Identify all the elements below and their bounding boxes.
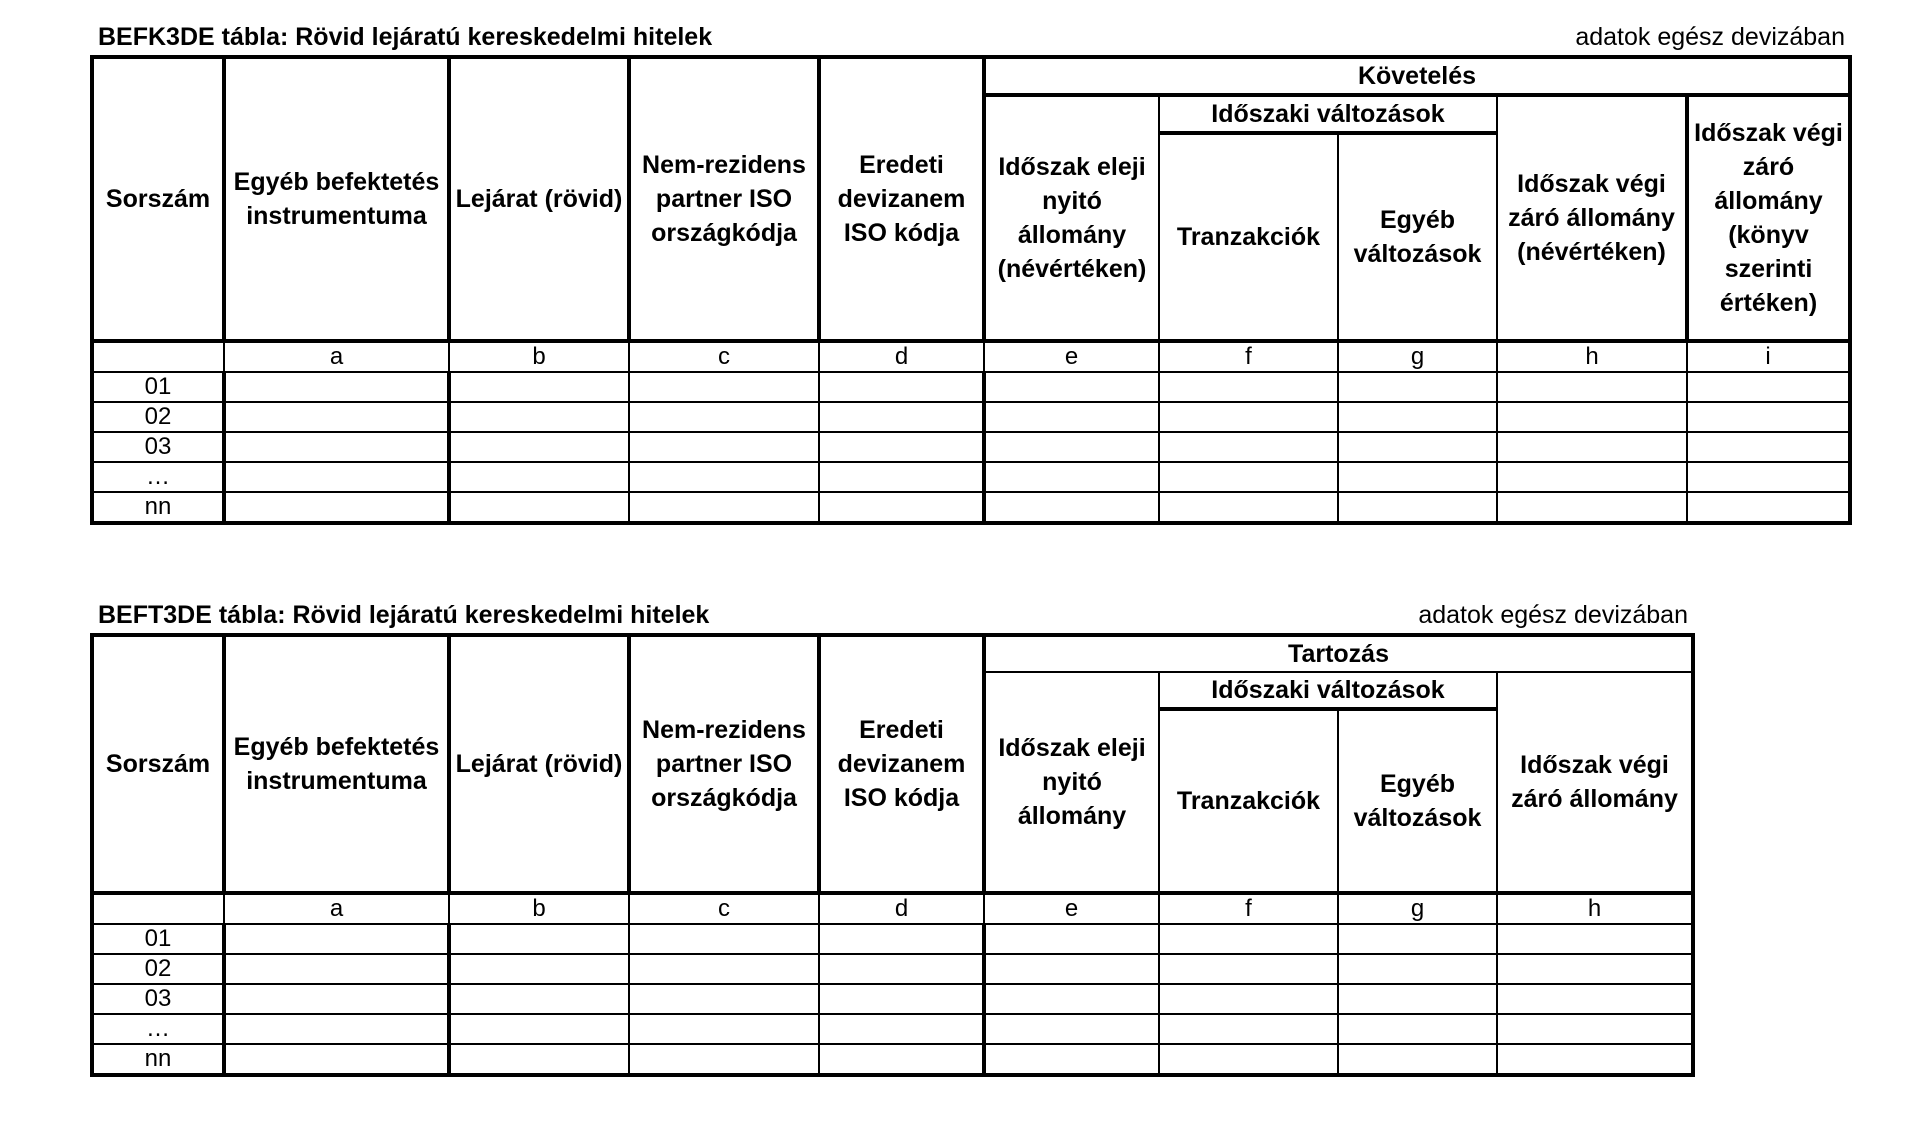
letter-cell: i — [1687, 341, 1850, 372]
data-cell[interactable] — [819, 432, 984, 462]
data-cell[interactable] — [224, 984, 449, 1014]
data-cell[interactable] — [449, 492, 629, 523]
letter-cell: d — [819, 893, 984, 924]
header-zaro-konyv: Időszak végi záró állomány (könyv szerinti értéken) — [1687, 95, 1850, 341]
data-cell[interactable] — [629, 432, 819, 462]
letter-cell: a — [224, 341, 449, 372]
row-number: … — [92, 1014, 224, 1044]
data-cell[interactable] — [1687, 462, 1850, 492]
data-cell[interactable] — [224, 492, 449, 523]
header-deviza: Eredeti devizanem ISO kódja — [819, 635, 984, 893]
header-lejarat: Lejárat (rövid) — [449, 635, 629, 893]
header-tranzakciok: Tranzakciók — [1159, 709, 1338, 893]
data-cell[interactable] — [449, 984, 629, 1014]
letter-cell: a — [224, 893, 449, 924]
data-cell[interactable] — [1687, 372, 1850, 402]
data-cell[interactable] — [449, 1014, 629, 1044]
letter-cell: d — [819, 341, 984, 372]
data-cell[interactable] — [1338, 1044, 1497, 1075]
letter-cell: c — [629, 341, 819, 372]
data-cell[interactable] — [1497, 984, 1693, 1014]
data-cell[interactable] — [224, 924, 449, 954]
data-cell[interactable] — [1159, 432, 1338, 462]
data-cell[interactable] — [1159, 462, 1338, 492]
data-cell[interactable] — [629, 924, 819, 954]
data-cell[interactable] — [1338, 492, 1497, 523]
table-row — [92, 984, 1693, 1014]
row-number: 02 — [92, 402, 224, 432]
data-cell[interactable] — [449, 954, 629, 984]
letter-cell-empty — [92, 341, 224, 372]
data-cell[interactable] — [449, 402, 629, 432]
data-cell[interactable] — [449, 1044, 629, 1075]
header-zaro: Időszak végi záró állomány (névértéken) — [1497, 95, 1687, 341]
header-sorszam: Sorszám — [92, 635, 224, 893]
table-row — [92, 372, 1850, 402]
header-tranzakciok: Tranzakciók — [1159, 133, 1338, 341]
header-subgroup-valtozasok: Időszaki változások — [1159, 95, 1497, 133]
data-cell[interactable] — [1338, 1014, 1497, 1044]
letter-cell: c — [629, 893, 819, 924]
data-cell[interactable] — [984, 924, 1159, 954]
data-cell[interactable] — [1338, 984, 1497, 1014]
header-partner: Nem-rezidens partner ISO országkódja — [629, 57, 819, 341]
data-cell[interactable] — [629, 492, 819, 523]
header-partner: Nem-rezidens partner ISO országkódja — [629, 635, 819, 893]
header-instrument: Egyéb befektetés instrumentuma — [224, 635, 449, 893]
data-cell[interactable] — [1338, 402, 1497, 432]
befk3de-table — [90, 55, 1852, 525]
data-cell[interactable] — [1687, 432, 1850, 462]
data-cell[interactable] — [819, 492, 984, 523]
data-cell[interactable] — [1497, 924, 1693, 954]
beft3de-table — [90, 633, 1695, 1077]
data-cell[interactable] — [1159, 954, 1338, 984]
letter-cell-empty — [92, 893, 224, 924]
table-title: BEFK3DE tábla: Rövid lejáratú kereskedelmi hitelek — [98, 23, 713, 51]
data-cell[interactable] — [984, 1044, 1159, 1075]
data-cell[interactable] — [984, 984, 1159, 1014]
data-cell[interactable] — [984, 402, 1159, 432]
data-cell[interactable] — [1497, 492, 1687, 523]
letter-cell: h — [1497, 893, 1693, 924]
data-cell[interactable] — [819, 1044, 984, 1075]
data-cell[interactable] — [1497, 1014, 1693, 1044]
data-cell[interactable] — [1497, 372, 1687, 402]
header-nyito: Időszak eleji nyitó állomány — [984, 672, 1159, 893]
data-cell[interactable] — [1687, 492, 1850, 523]
header-group-kovetele: Követelés — [984, 57, 1850, 95]
data-cell[interactable] — [1497, 402, 1687, 432]
data-cell[interactable] — [629, 984, 819, 1014]
data-cell[interactable] — [224, 1044, 449, 1075]
data-cell[interactable] — [819, 462, 984, 492]
data-cell[interactable] — [1687, 402, 1850, 432]
data-cell[interactable] — [224, 462, 449, 492]
data-cell[interactable] — [1338, 432, 1497, 462]
befk3de-block — [90, 22, 1848, 525]
header-instrument: Egyéb befektetés instrumentuma — [224, 57, 449, 341]
data-cell[interactable] — [449, 462, 629, 492]
data-cell[interactable] — [984, 462, 1159, 492]
data-cell[interactable] — [1159, 1014, 1338, 1044]
data-cell[interactable] — [1497, 432, 1687, 462]
data-cell[interactable] — [984, 1014, 1159, 1044]
data-cell[interactable] — [819, 924, 984, 954]
table-row — [92, 402, 1850, 432]
table-row — [92, 492, 1850, 523]
table-title: BEFT3DE tábla: Rövid lejáratú kereskedelmi hitelek — [98, 601, 710, 629]
table-row — [92, 432, 1850, 462]
header-subgroup-valtozasok: Időszaki változások — [1159, 672, 1497, 709]
header-nyito: Időszak eleji nyitó állomány (névértéken) — [984, 95, 1159, 341]
data-cell[interactable] — [1159, 372, 1338, 402]
data-cell[interactable] — [819, 1014, 984, 1044]
data-cell[interactable] — [224, 954, 449, 984]
data-cell[interactable] — [1159, 402, 1338, 432]
data-cell[interactable] — [449, 924, 629, 954]
table-unit-note: adatok egész devizában — [1418, 601, 1688, 629]
data-cell[interactable] — [1159, 1044, 1338, 1075]
header-egyeb: Egyéb változások — [1338, 709, 1497, 893]
header-egyeb: Egyéb változások — [1338, 133, 1497, 341]
data-cell[interactable] — [1338, 954, 1497, 984]
header-sorszam: Sorszám — [92, 57, 224, 341]
data-cell[interactable] — [1338, 924, 1497, 954]
data-cell[interactable] — [819, 954, 984, 984]
row-number: nn — [92, 1044, 224, 1075]
table-row — [92, 1044, 1693, 1075]
data-cell[interactable] — [1159, 984, 1338, 1014]
header-group-tartozas: Tartozás — [984, 635, 1693, 672]
data-cell[interactable] — [1159, 492, 1338, 523]
table-row — [92, 1014, 1693, 1044]
row-number: 01 — [92, 372, 224, 402]
data-cell[interactable] — [984, 954, 1159, 984]
header-deviza: Eredeti devizanem ISO kódja — [819, 57, 984, 341]
table-row — [92, 924, 1693, 954]
data-cell[interactable] — [629, 1014, 819, 1044]
letter-cell: f — [1159, 893, 1338, 924]
data-cell[interactable] — [224, 1014, 449, 1044]
data-cell[interactable] — [629, 1044, 819, 1075]
data-cell[interactable] — [449, 372, 629, 402]
letter-cell: b — [449, 341, 629, 372]
table-caption — [90, 22, 1848, 55]
table-unit-note: adatok egész devizában — [1575, 23, 1845, 51]
data-cell[interactable] — [629, 402, 819, 432]
table-caption — [90, 600, 1691, 633]
table-row — [92, 954, 1693, 984]
data-cell[interactable] — [819, 372, 984, 402]
data-cell[interactable] — [449, 432, 629, 462]
data-cell[interactable] — [224, 402, 449, 432]
data-cell[interactable] — [1338, 372, 1497, 402]
header-lejarat: Lejárat (rövid) — [449, 57, 629, 341]
data-cell[interactable] — [984, 432, 1159, 462]
row-number: 03 — [92, 984, 224, 1014]
data-cell[interactable] — [819, 984, 984, 1014]
row-number: 02 — [92, 954, 224, 984]
data-cell[interactable] — [629, 954, 819, 984]
data-cell[interactable] — [1159, 924, 1338, 954]
letter-cell: b — [449, 893, 629, 924]
data-cell[interactable] — [1497, 462, 1687, 492]
column-letter-row — [92, 893, 1693, 924]
letter-cell: e — [984, 341, 1159, 372]
header-zaro: Időszak végi záró állomány — [1497, 672, 1693, 893]
data-cell[interactable] — [819, 402, 984, 432]
letter-cell: h — [1497, 341, 1687, 372]
data-cell[interactable] — [224, 372, 449, 402]
data-cell[interactable] — [1338, 462, 1497, 492]
table-row — [92, 462, 1850, 492]
letter-cell: g — [1338, 341, 1497, 372]
letter-cell: e — [984, 893, 1159, 924]
row-number: nn — [92, 492, 224, 523]
letter-cell: g — [1338, 893, 1497, 924]
letter-cell: f — [1159, 341, 1338, 372]
data-cell[interactable] — [629, 372, 819, 402]
data-cell[interactable] — [984, 492, 1159, 523]
beft3de-block — [90, 600, 1691, 1077]
data-cell[interactable] — [224, 432, 449, 462]
row-number: 03 — [92, 432, 224, 462]
column-letter-row — [92, 341, 1850, 372]
data-cell[interactable] — [1497, 954, 1693, 984]
data-cell[interactable] — [1497, 1044, 1693, 1075]
data-cell[interactable] — [984, 372, 1159, 402]
row-number: 01 — [92, 924, 224, 954]
row-number: … — [92, 462, 224, 492]
data-cell[interactable] — [629, 462, 819, 492]
